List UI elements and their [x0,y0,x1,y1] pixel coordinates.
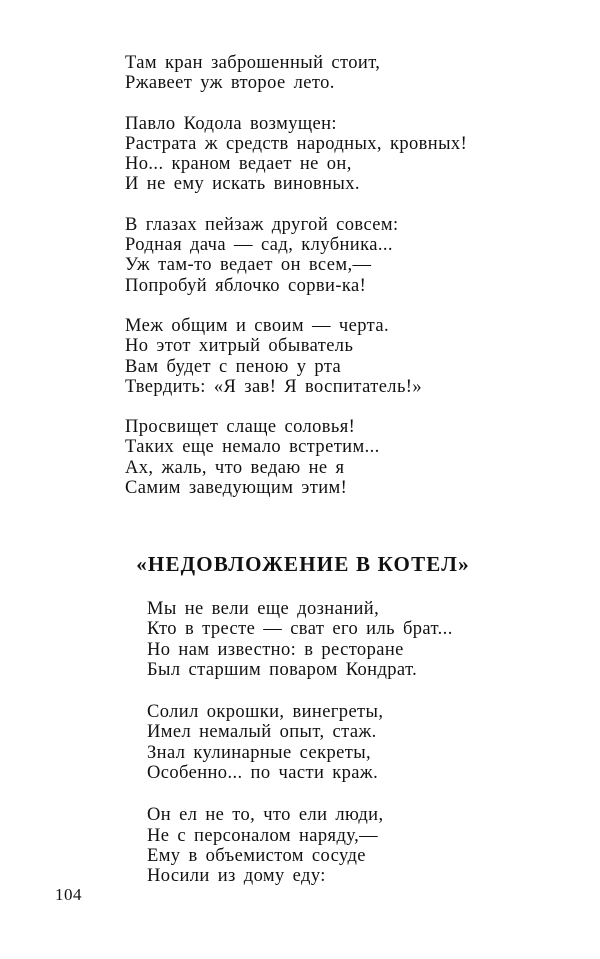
verse-line: Ах, жаль, что ведаю не я [125,457,345,478]
stanza [147,599,453,680]
verse-line: Был старшим поваром Кондрат. [147,659,418,680]
verse-line: Но этот хитрый обыватель [125,336,354,357]
verse-line: Имел немалый опыт, стаж. [147,722,377,743]
verse-line: Меж общим и своим — черта. [125,315,389,336]
verse-line: Кто в тресте — сват его иль брат... [147,619,453,640]
verse-line: Мы не вели еще дознаний, [147,599,380,619]
verse-line: И не ему искать виновных. [125,174,360,195]
verse-line: Не с персоналом наряду,— [147,825,378,846]
stanza [125,316,467,397]
verse-line: Но... краном ведает не он, [125,154,352,175]
verse-line: В глазах пейзаж другой совсем: [125,214,399,235]
verse-line: Ржавеет уж второе лето. [125,73,335,94]
stanza [125,53,467,94]
verse-line: Вам будет с пеною у рта [125,356,342,377]
verse-line: Там кран заброшенный стоит, [125,53,381,73]
stanza [125,417,467,498]
verse-line: Просвищет слаще соловья! [125,417,356,438]
verse-line: Твердить: «Я зав! Я воспитатель!» [125,376,422,397]
stanza [125,114,467,195]
verse-line: Уж там-то ведает он всем,— [125,255,372,276]
verse-line: Особенно... по части краж. [147,763,379,784]
poem-continued [125,53,467,518]
verse-line: Таких еще немало встретим... [125,437,380,458]
verse-line: Ему в объемистом сосуде [147,845,366,866]
verse-line: Попробуй яблочко сорви-ка! [125,275,367,296]
verse-line: Самим заведующим этим! [125,478,348,499]
verse-line: Солил окрошки, винегреты, [147,702,384,723]
stanza [147,805,453,886]
verse-line: Павло Кодола возмущен: [125,113,337,134]
verse-line: Родная дача — сад, клубника... [125,235,393,256]
stanza [125,215,467,296]
poem-title: «НЕДОВЛОЖЕНИЕ В КОТЕЛ» [136,552,470,576]
verse-line: Он ел не то, что ели люди, [147,805,384,826]
stanza [147,702,453,783]
verse-line: Но нам известно: в ресторане [147,639,404,660]
verse-line: Знал кулинарные секреты, [147,742,372,763]
page-number: 104 [55,885,82,904]
poem-nedovlozhenie [147,599,453,909]
verse-line: Носили из дому еду: [147,866,326,887]
verse-line: Растрата ж средств народных, кровных! [125,133,468,154]
